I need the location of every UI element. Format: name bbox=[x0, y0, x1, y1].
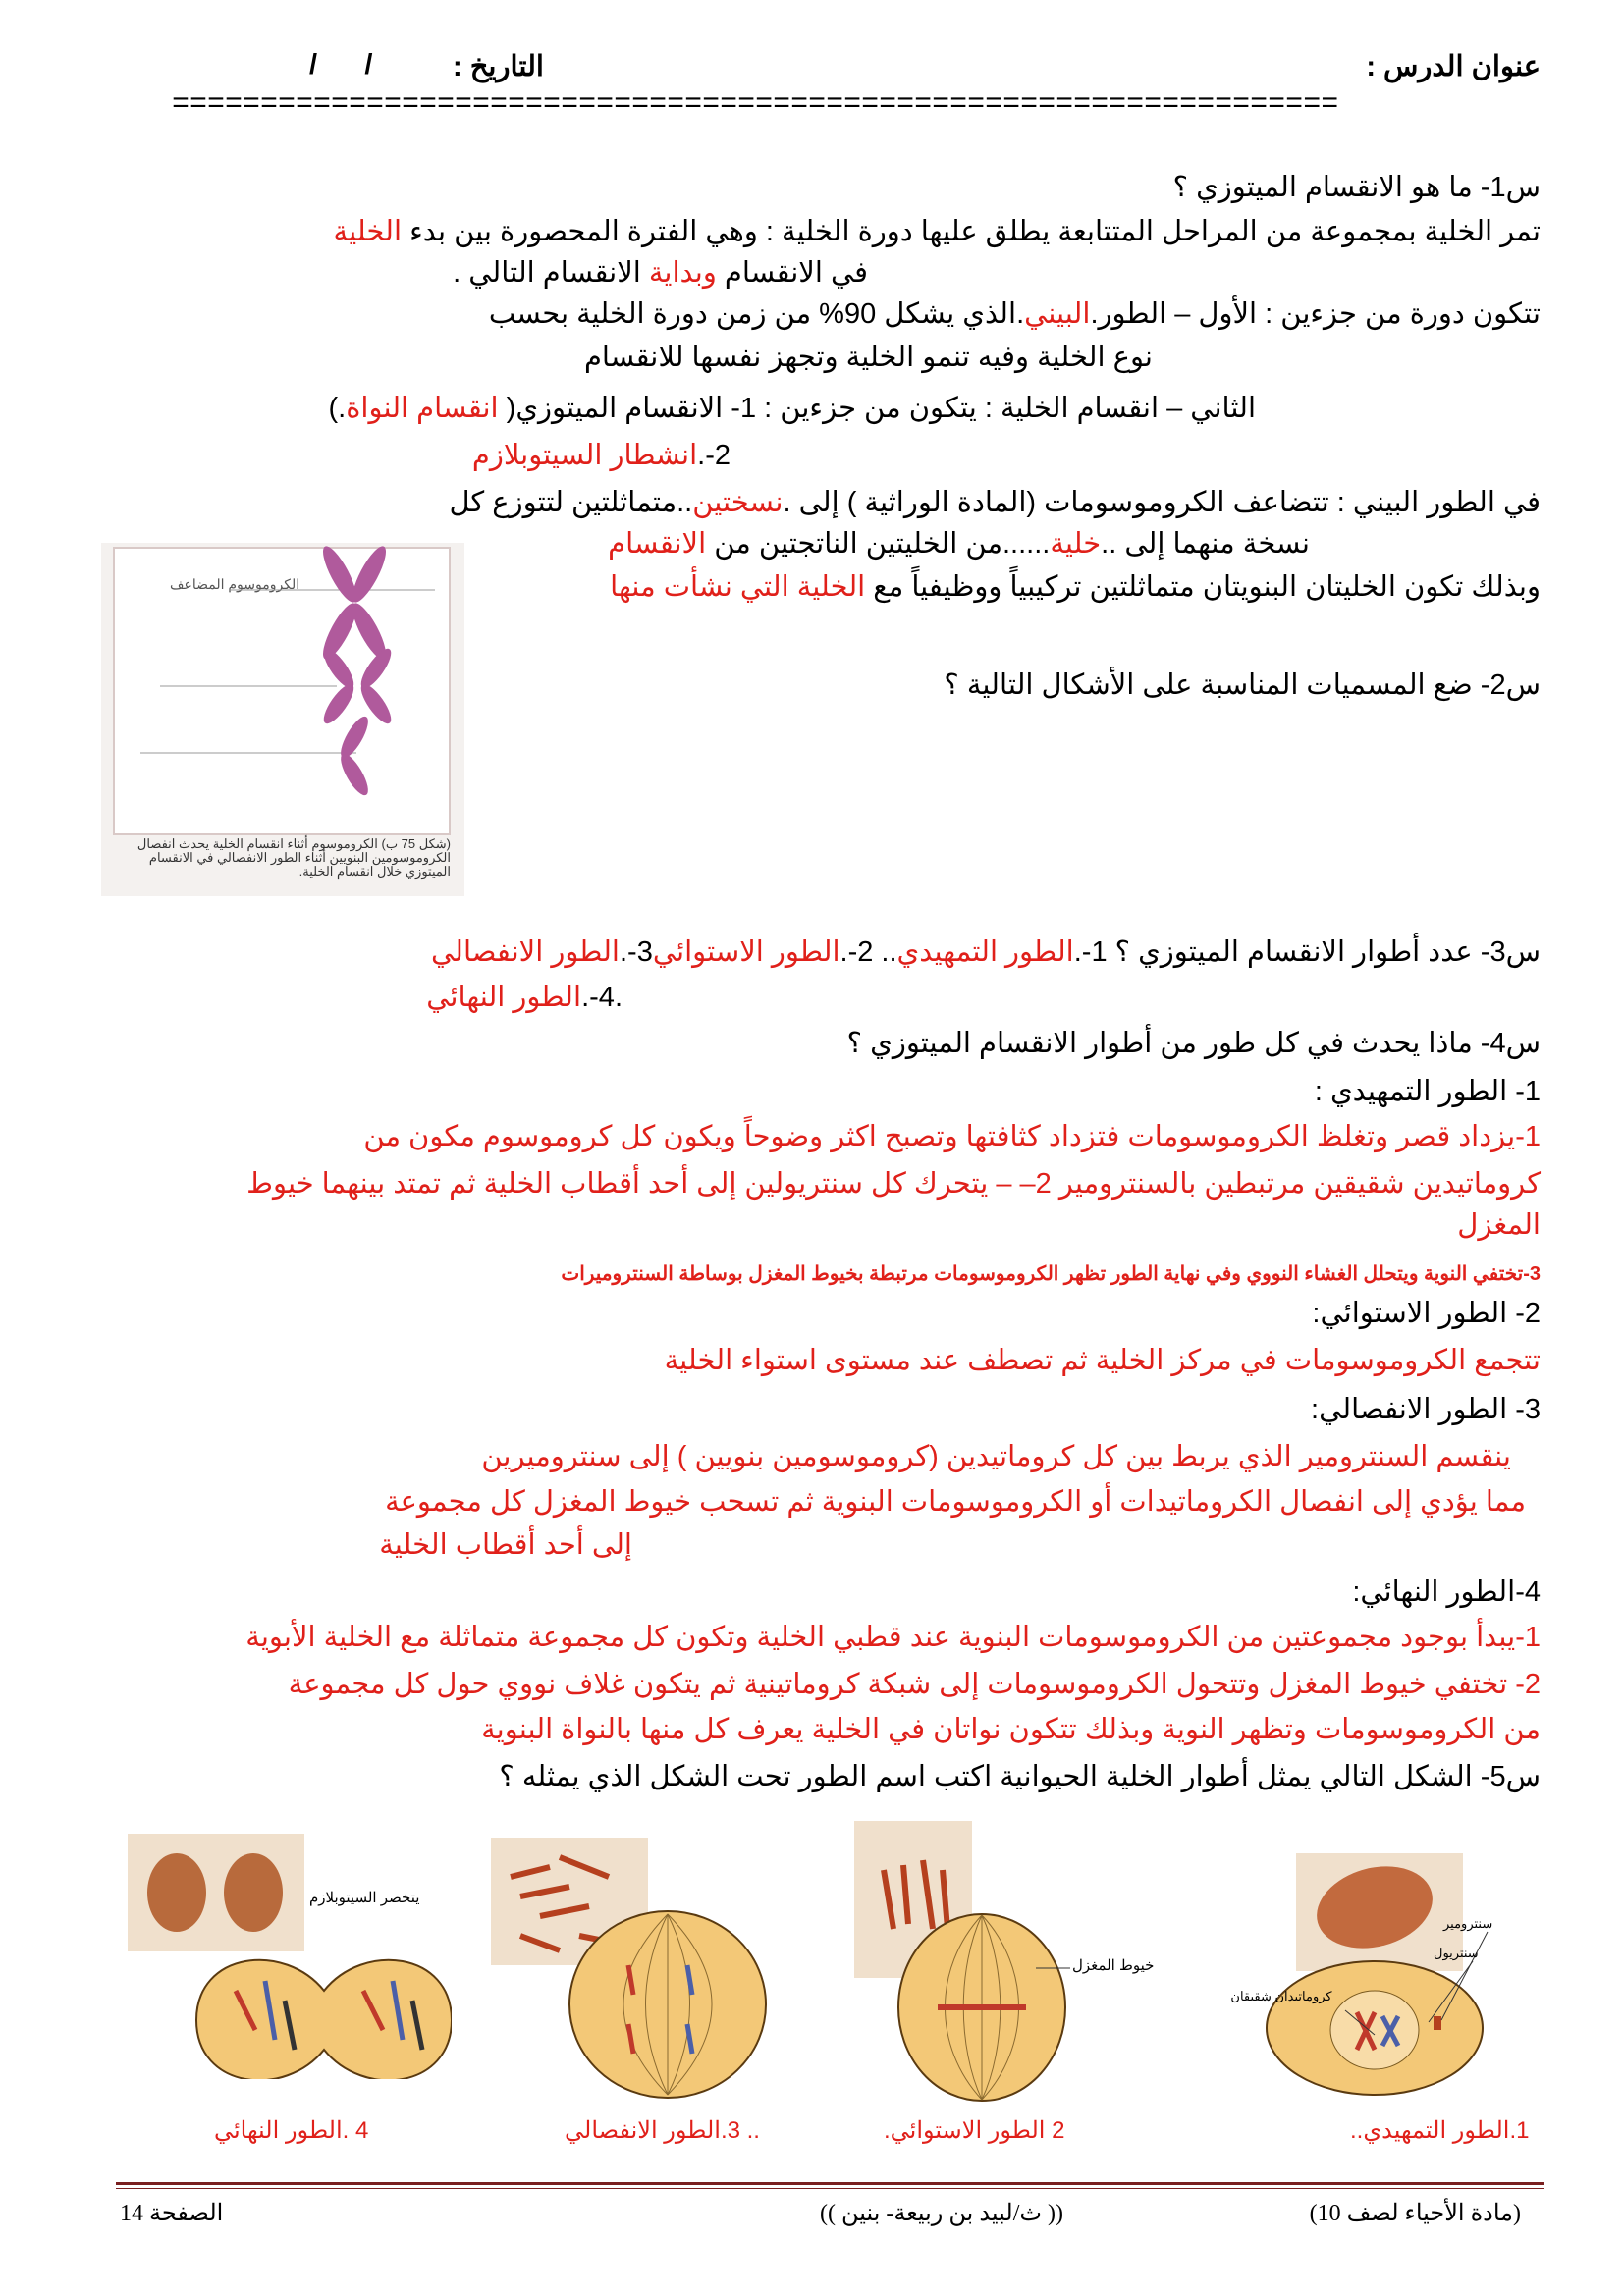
figure-label: الكروموسوم المضاعف bbox=[170, 576, 300, 592]
anaphase-cell-icon bbox=[491, 1838, 776, 2103]
q1-line9: وبذلك تكون الخليتان البنويتان متماثلتين تركيبياً ووظيفياً مع الخلية التي نشأت منها bbox=[610, 571, 1541, 603]
header-separator: ================================================================== bbox=[172, 88, 1339, 122]
footer-subject: (مادة الأحياء لصف 10) bbox=[1309, 2201, 1521, 2226]
q1-line5: الثاني – انقسام الخلية : يتكون من جزءين : 1- الانقسام الميتوزي( انقسام النواة.) bbox=[328, 393, 1256, 424]
anaphase-figure bbox=[491, 1838, 776, 2103]
q1-line2: في الانقسام وبداية الانقسام التالي . bbox=[453, 257, 868, 289]
sister-chromatids-label: كروماتيدان شقيقان bbox=[1230, 1989, 1332, 2003]
caption-metaphase: 2 الطور الاستوائي. bbox=[884, 2117, 1065, 2144]
prophase-line2: كروماتيدين شقيقين مرتبطين بالسنترومير 2– – يتحرك كل سنتريولين إلى أحد أقطاب الخلية ثم تمتد بينهما خيوط bbox=[246, 1168, 1541, 1200]
prophase-figure bbox=[1227, 1853, 1522, 2099]
q1-line1: تمر الخلية بمجموعة من المراحل المتتابعة يطلق عليها دورة الخلية : وهي الفترة المحصورة بين بدء الخلية bbox=[333, 216, 1541, 247]
prophase-line3: المغزل bbox=[1457, 1209, 1541, 1241]
prophase-title: 1- الطور التمهيدي : bbox=[1314, 1076, 1541, 1107]
footer-page: الصفحة 14 bbox=[120, 2201, 224, 2226]
q5-question: س5- الشكل التالي يمثل أطوار الخلية الحيوانية اكتب اسم الطور تحت الشكل الذي يمثله ؟ bbox=[499, 1761, 1541, 1792]
cytoplasm-constriction-label: يتخصر السيتوبلازم bbox=[309, 1890, 420, 1906]
q3-line2: .4-.الطور النهائي bbox=[426, 982, 623, 1013]
duplicated-chromosome-figure bbox=[101, 543, 464, 896]
telophase-cell-icon bbox=[128, 1834, 452, 2079]
anaphase-title: 3- الطور الانفصالي: bbox=[1311, 1394, 1541, 1425]
telophase-line2: 2- تختفي خيوط المغزل وتتحول الكروموسومات إلى شبكة كروماتينية ثم يتكون غلاف نووي حول كل مجموعة bbox=[288, 1669, 1541, 1700]
spindle-fibers-label: خيوط المغزل bbox=[1072, 1957, 1155, 1974]
centriole-label: سنتريول bbox=[1434, 1946, 1479, 1960]
date-label: التاريخ : bbox=[453, 51, 544, 82]
caption-anaphase: .. 3.الطور الانفصالي bbox=[565, 2117, 760, 2144]
q4-question: س4- ماذا يحدث في كل طور من أطوار الانقسام الميتوزي ؟ bbox=[846, 1028, 1541, 1059]
anaphase-line1: ينقسم السنترومير الذي يربط بين كل كروماتيدين (كروموسومين بنويين ) إلى سنتروميرين bbox=[481, 1441, 1511, 1472]
q3-line1: س3- عدد أطوار الانقسام الميتوزي ؟ 1-.الطور التمهيدي.. 2-.الطور الاستوائي3-.الطور الانفصالي bbox=[430, 936, 1541, 968]
prophase-cell-icon bbox=[1227, 1853, 1522, 2099]
q2-question: س2- ضع المسميات المناسبة على الأشكال التالية ؟ bbox=[944, 669, 1541, 701]
centromere-label: سنترومير bbox=[1443, 1916, 1493, 1931]
telophase-line1: 1-يبدأ بوجود مجموعتين من الكروموسومات البنوية عند قطبي الخلية وتكون كل مجموعة متماثلة مع الخلية الأبوية bbox=[245, 1622, 1541, 1653]
q1-question: س1- ما هو الانقسام الميتوزي ؟ bbox=[1172, 172, 1541, 203]
q1-line6: 2-.انشطار السيتوبلازم bbox=[471, 440, 731, 471]
prophase-line1: 1-يزداد قصر وتغلظ الكروموسومات فتزداد كثافتها وتصبح اكثر وضوحاً ويكون كل كروموسوم مكون من bbox=[363, 1121, 1541, 1152]
metaphase-figure bbox=[854, 1821, 1155, 2106]
caption-telophase: 4 .الطور النهائي bbox=[214, 2117, 369, 2144]
q1-line4: نوع الخلية وفيه تنمو الخلية وتجهز نفسها للانقسام bbox=[583, 342, 1153, 373]
q1-line8: نسخة منهما إلى ..خلية......من الخليتين الناتجتين من الانقسام bbox=[608, 528, 1310, 560]
date-slashes: / / bbox=[309, 49, 373, 80]
metaphase-line1: تتجمع الكروموسومات في مركز الخلية ثم تصطف عند مستوى استواء الخلية bbox=[664, 1345, 1541, 1376]
footer-rule-2 bbox=[116, 2188, 1544, 2189]
telophase-title: 4-الطور النهائي: bbox=[1352, 1576, 1541, 1608]
anaphase-line2: مما يؤدي إلى انفصال الكروماتيدات أو الكروموسومات البنوية ثم تسحب خيوط المغزل كل مجموعة bbox=[385, 1486, 1526, 1518]
lesson-title-label: عنوان الدرس : bbox=[1366, 51, 1541, 82]
telophase-figure bbox=[128, 1834, 452, 2079]
q1-line7: في الطور البيني : تتضاعف الكروموسومات (المادة الوراثية ) إلى .نسختين..متماثلتين لتتوزع كل bbox=[449, 487, 1541, 518]
q1-line3: تتكون دورة من جزءين : الأول – الطور.البيني.الذي يشكل 90% من زمن دورة الخلية بحسب bbox=[488, 298, 1541, 330]
telophase-line3: من الكروموسومات وتظهر النوية وبذلك تتكون نواتان في الخلية يعرف كل منها بالنواة البنوية bbox=[481, 1714, 1541, 1745]
anaphase-line3: إلى أحد أقطاب الخلية bbox=[379, 1529, 632, 1561]
figure-caption: (شكل 75 ب) الكروموسوم أثناء انقسام الخلية يحدث انفصال الكروموسومين البنويين أثناء الطور الانفصالي في الانقسام الميتوزي خلال انقسام الخلية. bbox=[136, 836, 451, 879]
footer-rule bbox=[116, 2182, 1544, 2185]
prophase-line4: 3-تختفي النوية ويتحلل الغشاء النووي وفي نهاية الطور تظهر الكروموسومات مرتبطة بخيوط المغزل بوساطة السنتروميرات bbox=[561, 1263, 1541, 1285]
metaphase-title: 2- الطور الاستوائي: bbox=[1312, 1298, 1541, 1329]
caption-prophase: 1.الطور التمهيدي.. bbox=[1350, 2117, 1530, 2144]
footer-school: (( ث/لبيد بن ربيعة- بنين )) bbox=[820, 2201, 1063, 2226]
